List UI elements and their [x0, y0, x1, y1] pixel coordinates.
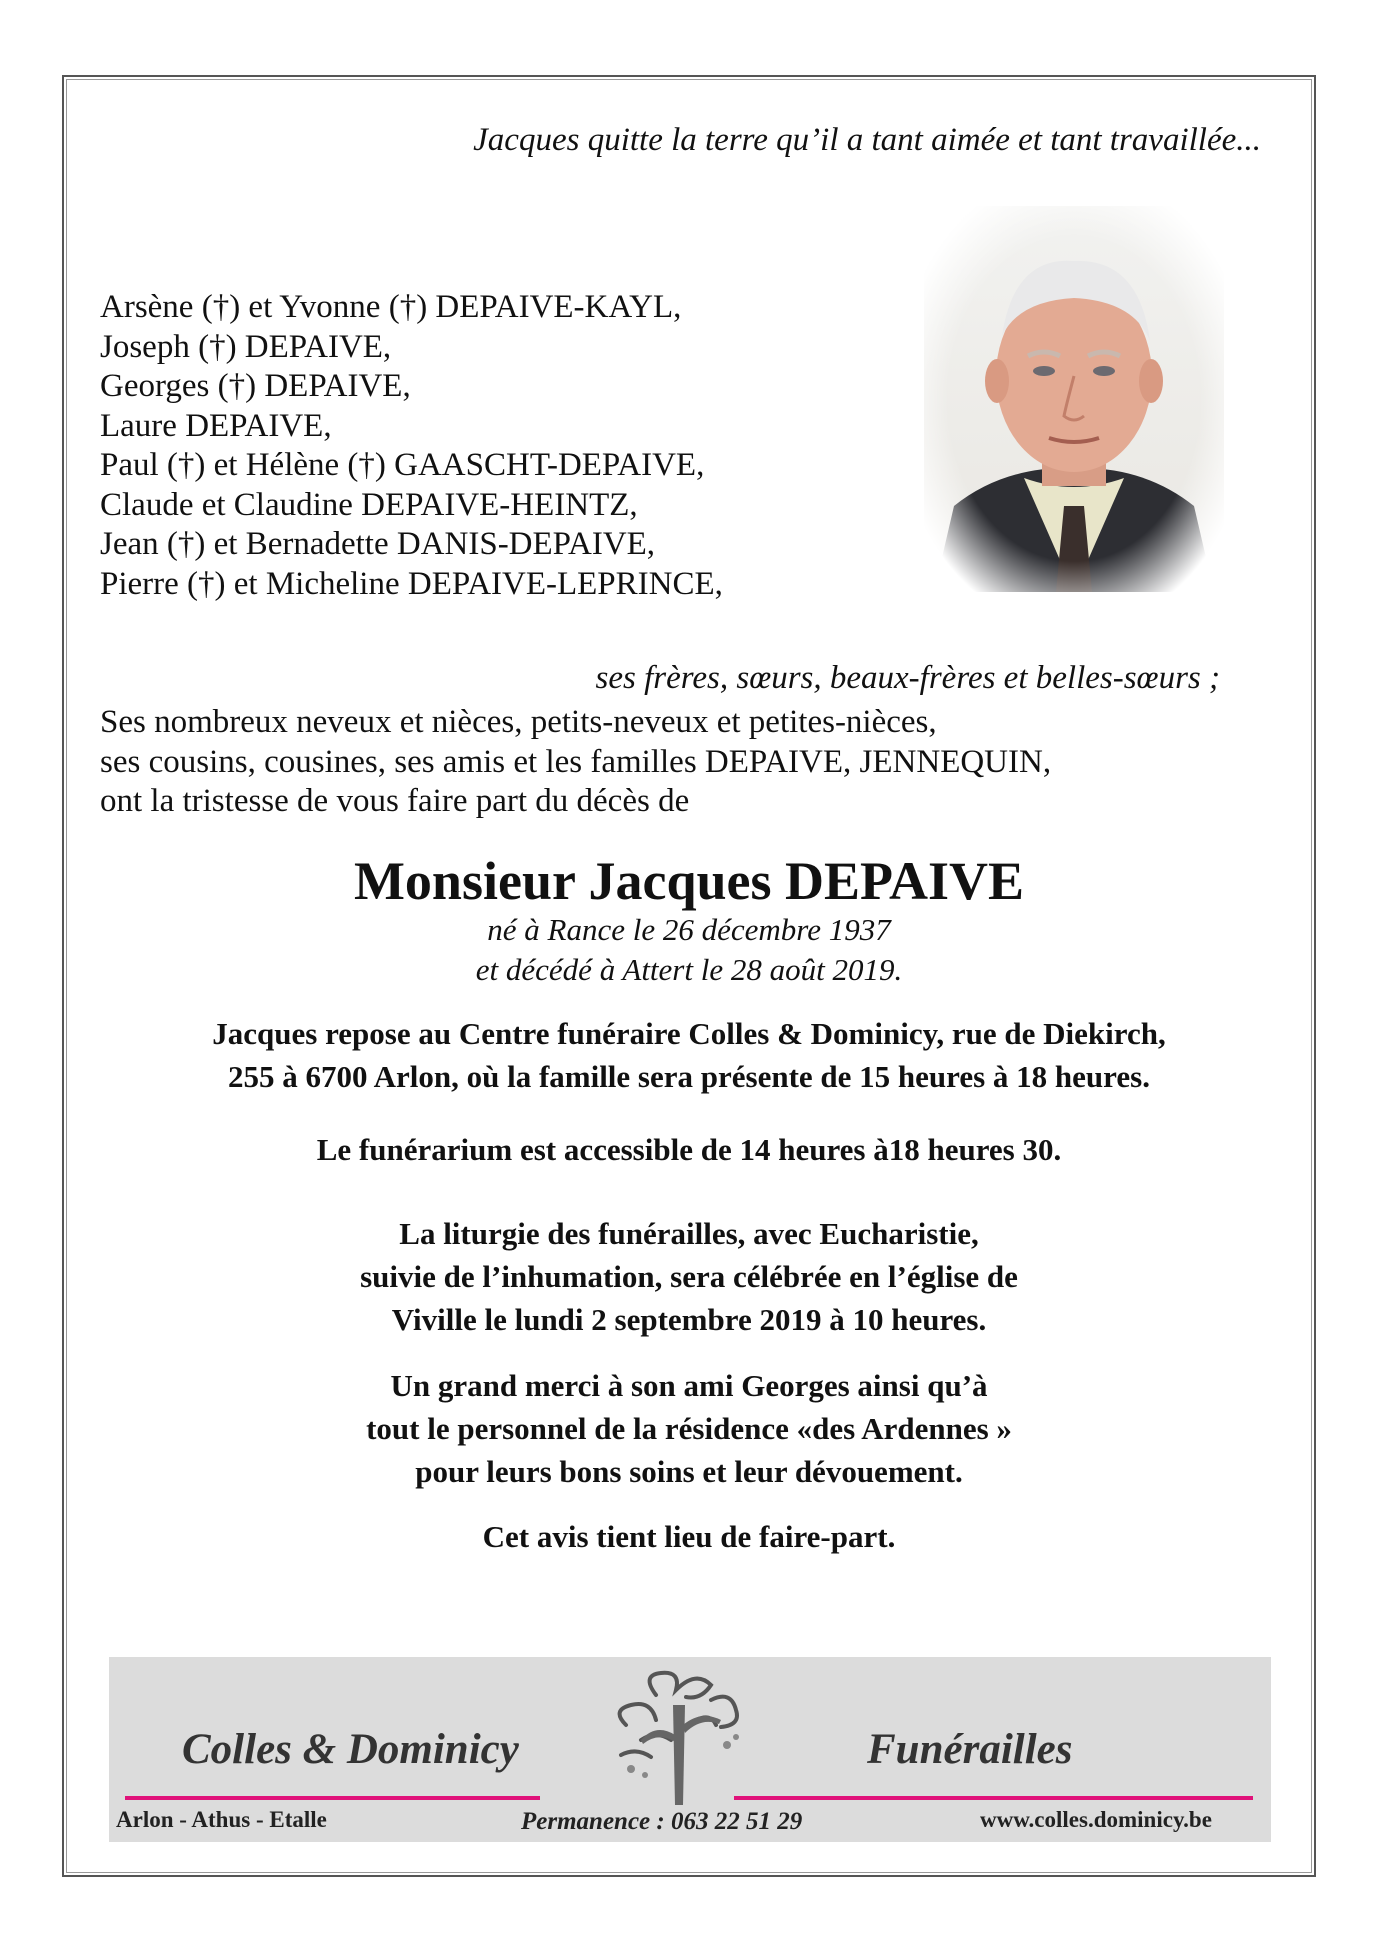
funeral-home-banner — [109, 1657, 1271, 1842]
locations: Arlon - Athus - Etalle — [116, 1807, 327, 1832]
repose-block — [0, 1012, 1378, 1098]
accent-line-left — [125, 1796, 540, 1800]
family-line: Pierre (†) et Micheline DEPAIVE-LEPRINCE, — [100, 565, 723, 602]
funerarium-line — [0, 1128, 1378, 1171]
thanks-line: pour leurs bons soins et leur dévouement. — [415, 1454, 963, 1489]
accent-line-right — [734, 1796, 1253, 1800]
closing-text: Cet avis tient lieu de faire-part. — [482, 1519, 896, 1554]
family-line: Arsène (†) et Yvonne (†) DEPAIVE-KAYL, — [100, 289, 682, 325]
brand-right: Funérailles — [867, 1726, 1073, 1773]
funerarium-text: Le funérarium est accessible de 14 heures à18 heures 30. — [316, 1132, 1062, 1167]
thanks-line: tout le personnel de la résidence «des Ardennes » — [366, 1411, 1012, 1446]
epigraph: Jacques quitte la terre qu’il a tant aimée et tant travaillée... — [473, 122, 1261, 158]
family-line: Georges (†) DEPAIVE, — [100, 368, 411, 404]
life-dates — [0, 910, 1378, 990]
thanks-block — [0, 1364, 1378, 1493]
family-line: Joseph (†) DEPAIVE, — [100, 328, 392, 365]
deceased-name: Monsieur Jacques DEPAIVE — [353, 851, 1025, 911]
closing-line — [0, 1515, 1378, 1558]
permanence-phone: Permanence : 063 22 51 29 — [521, 1808, 803, 1835]
brand-left: Colles & Dominicy — [182, 1726, 519, 1773]
death-line: et décédé à Attert le 28 août 2019. — [475, 952, 903, 987]
liturgy-line: Viville le lundi 2 septembre 2019 à 10 heures. — [391, 1302, 987, 1337]
liturgy-block — [0, 1212, 1378, 1341]
other-line: ses cousins, cousines, ses amis et les familles DEPAIVE, JENNEQUIN, — [100, 743, 1052, 780]
relation-line: ses frères, sœurs, beaux-frères et belles-sœurs ; — [595, 660, 1220, 696]
family-line: Paul (†) et Hélène (†) GAASCHT-DEPAIVE, — [100, 447, 705, 483]
website: www.colles.dominicy.be — [980, 1807, 1212, 1832]
other-line: ont la tristesse de vous faire part du décès de — [100, 783, 690, 819]
family-line: Laure DEPAIVE, — [100, 407, 332, 444]
family-list — [100, 288, 723, 604]
repose-line: Jacques repose au Centre funéraire Colles & Dominicy, rue de Diekirch, — [212, 1016, 1166, 1051]
other-line: Ses nombreux neveux et nièces, petits-neveux et petites-nièces, — [100, 704, 937, 740]
liturgy-line: suivie de l’inhumation, sera célébrée en l’église de — [360, 1259, 1018, 1294]
birth-line: né à Rance le 26 décembre 1937 — [487, 912, 891, 947]
portrait-photo — [924, 206, 1224, 592]
family-line: Claude et Claudine DEPAIVE-HEINTZ, — [100, 486, 638, 523]
liturgy-line: La liturgie des funérailles, avec Eucharistie, — [399, 1216, 979, 1251]
tree-logo-icon — [601, 1665, 771, 1815]
repose-line: 255 à 6700 Arlon, où la famille sera présente de 15 heures à 18 heures. — [228, 1059, 1150, 1094]
other-relatives — [100, 703, 1051, 822]
thanks-line: Un grand merci à son ami Georges ainsi qu’à — [390, 1368, 988, 1403]
family-line: Jean (†) et Bernadette DANIS-DEPAIVE, — [100, 526, 656, 562]
